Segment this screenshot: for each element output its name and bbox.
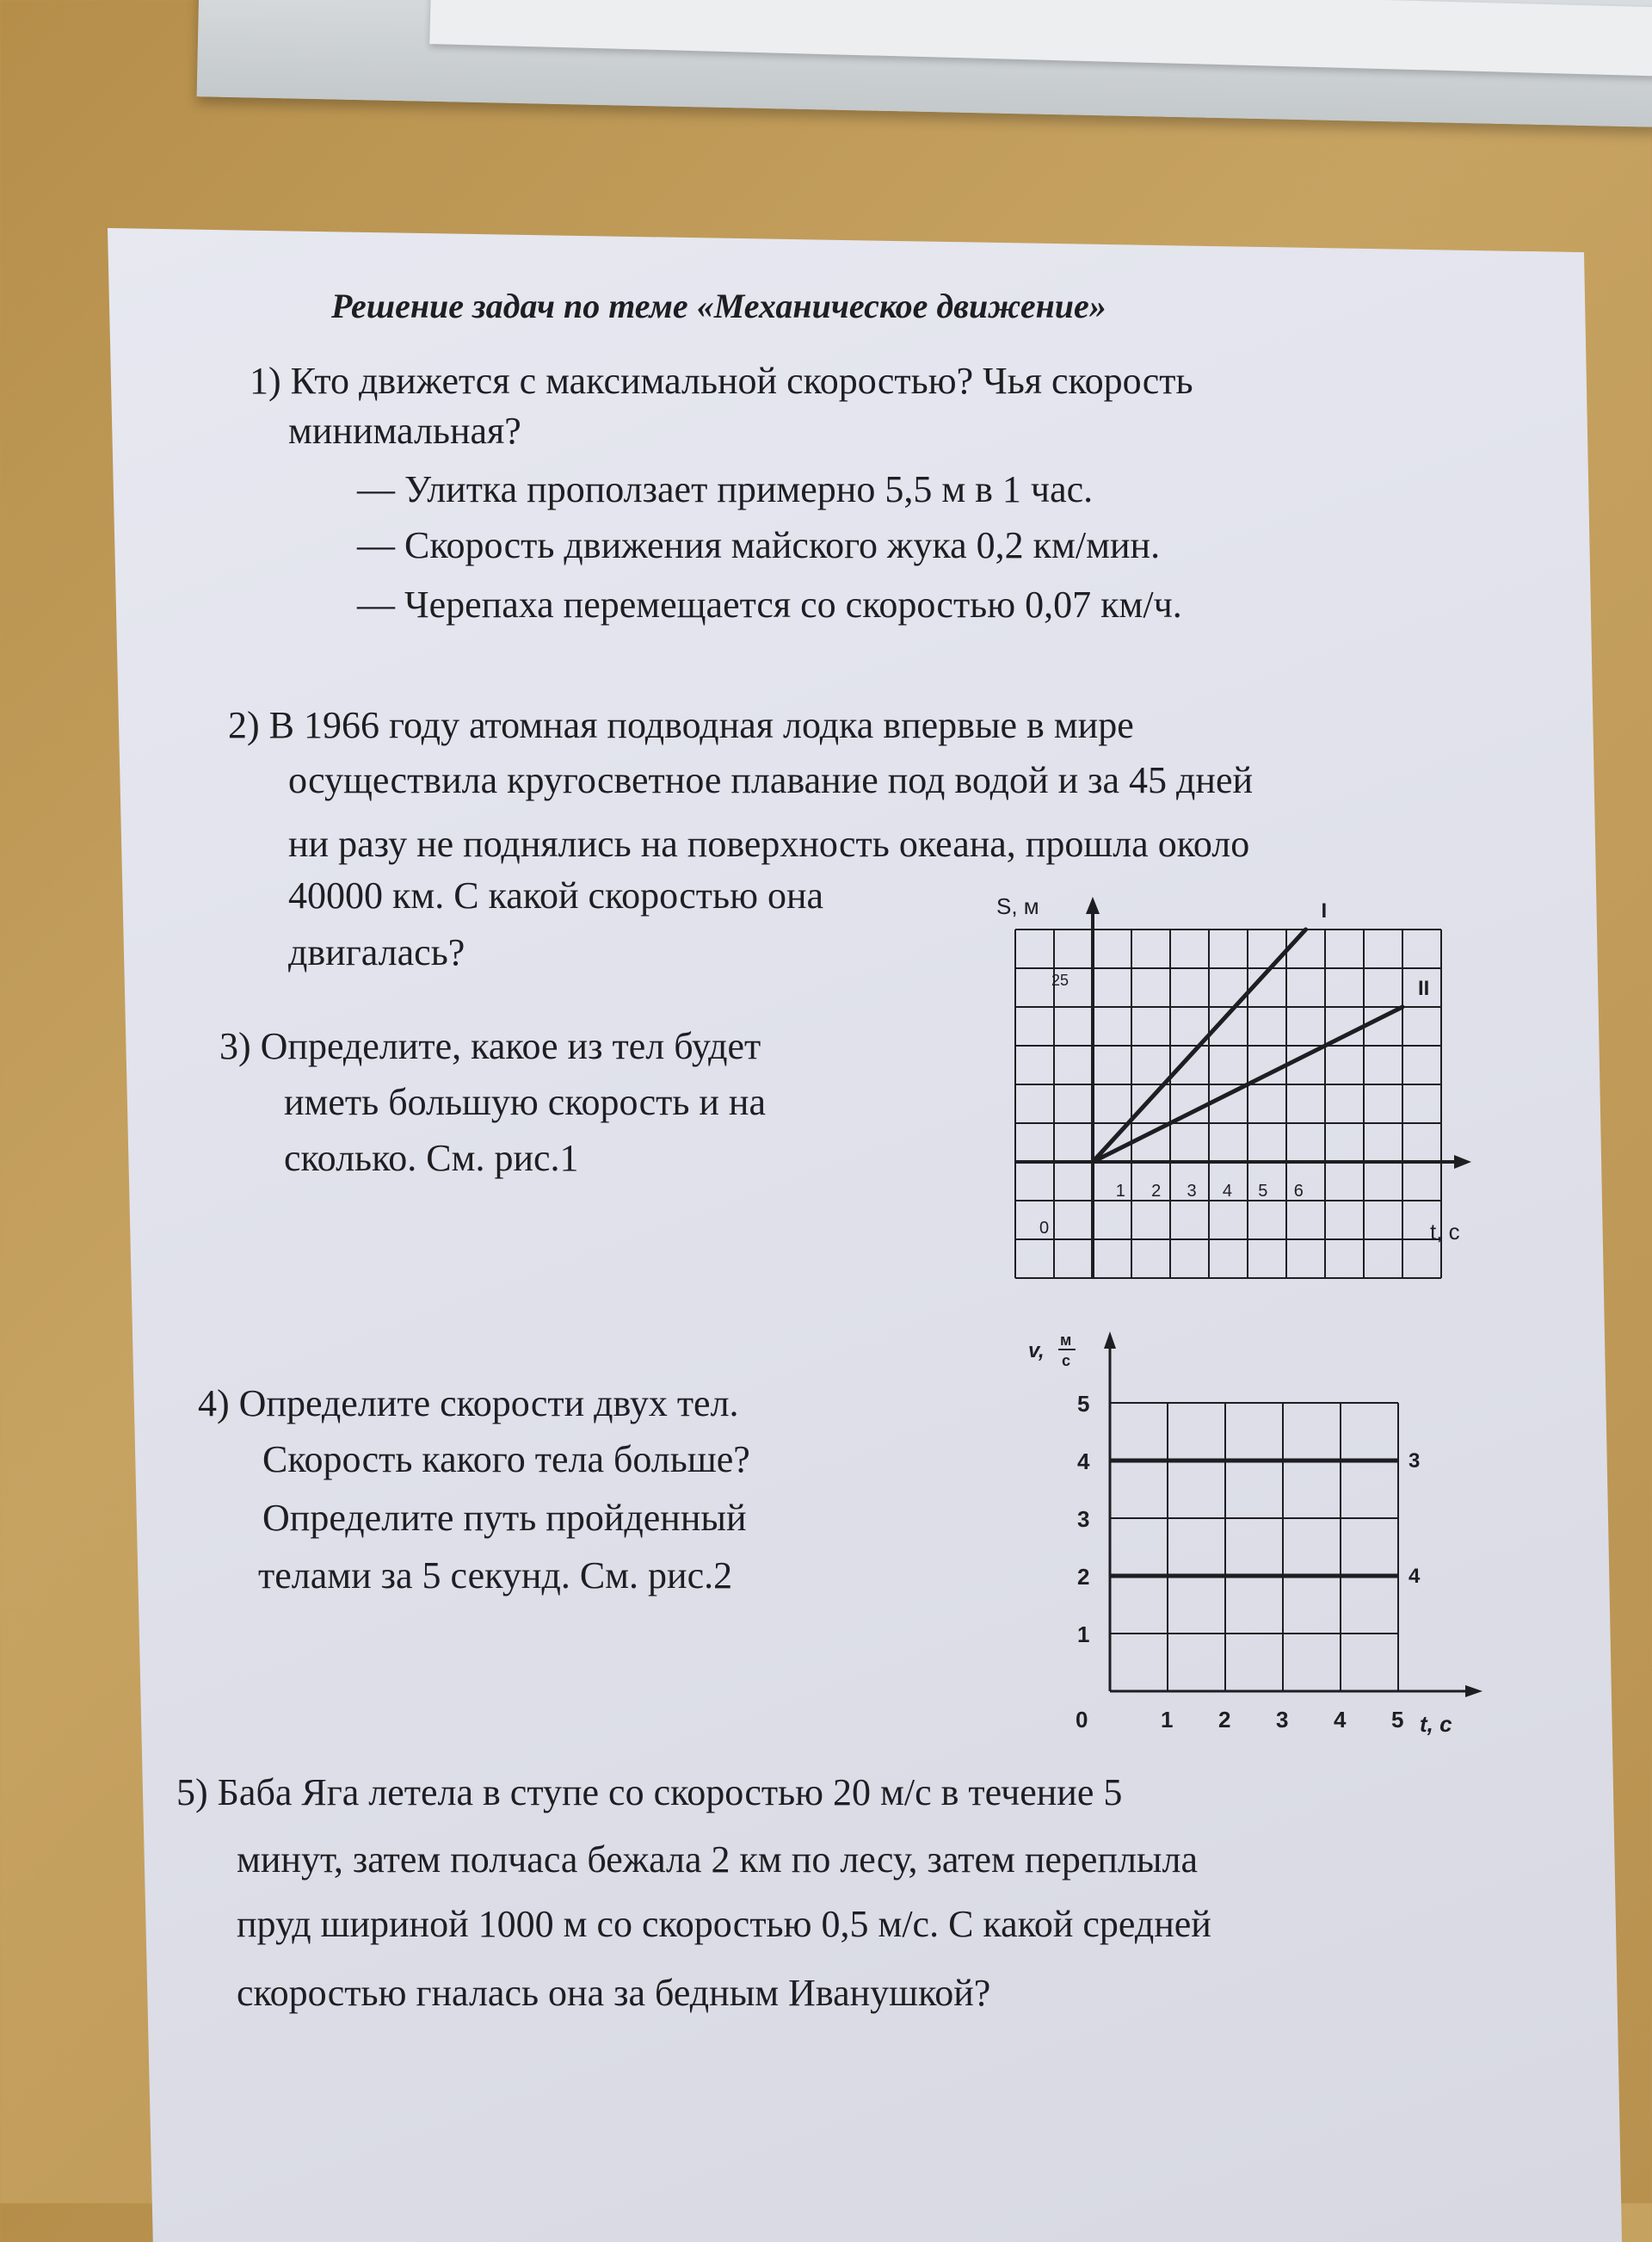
figure-1-x-tick-label: 1: [1115, 1182, 1125, 1201]
figure-1-x-tick-label: 6: [1293, 1182, 1304, 1201]
figure-2-y-tick-label: 5: [1077, 1391, 1090, 1417]
task-1-line: минимальная?: [288, 410, 521, 452]
task-2-line: двигалась?: [288, 931, 465, 973]
task-4-line: 4) Определите скорости двух тел.: [198, 1382, 739, 1424]
figure-2-axes: [1104, 1331, 1482, 1697]
figure-2-y-tick-label: 3: [1077, 1506, 1090, 1532]
figure-2-x-tick-label: 3: [1276, 1707, 1289, 1732]
figure-2-series-label-3: 3: [1409, 1449, 1421, 1473]
task-5-line: пруд шириной 1000 м со скоростью 0,5 м/с. С какой средней: [237, 1903, 1211, 1945]
figure-1-x-axis-label: t, с: [1430, 1219, 1460, 1245]
figure-1-y-axis-label: S, м: [996, 893, 1039, 919]
figure-1-x-tick-label: 4: [1222, 1182, 1233, 1201]
figure-2-y-axis-unit-num: м: [1060, 1331, 1072, 1349]
figure-2-y-tick-label: 1: [1077, 1621, 1090, 1647]
task-1-line: — Черепаха перемещается со скоростью 0,07 км/ч.: [357, 584, 1182, 626]
figure-2-y-axis-unit-den: с: [1062, 1352, 1071, 1369]
task-1-line: 1) Кто движется с максимальной скоростью? Чья скорость: [250, 360, 1193, 402]
figure-2-y-tick-label: 4: [1077, 1448, 1090, 1474]
task-1-line: — Скорость движения майского жука 0,2 км/мин.: [357, 524, 1161, 566]
figure-2-grid: [1110, 1403, 1398, 1691]
figure-1-y-arrow: [1086, 897, 1100, 914]
figure-1-series-label-I: I: [1321, 899, 1328, 923]
figure-2-y-tick-label: 2: [1077, 1564, 1090, 1590]
figure-2-velocity-time-chart: [1015, 1321, 1497, 1751]
figure-2-y-axis-label: v,: [1028, 1339, 1045, 1362]
task-2-line: 2) В 1966 году атомная подводная лодка впервые в мире: [228, 704, 1134, 746]
figure-1-x-tick-label: 2: [1151, 1182, 1162, 1201]
task-2-line: 40000 км. С какой скоростью она: [288, 874, 824, 917]
figure-2-origin-label: 0: [1076, 1707, 1088, 1732]
task-2-line: осуществила кругосветное плавание под водой и за 45 дней: [288, 759, 1254, 801]
task-4-line: телами за 5 секунд. См. рис.2: [258, 1554, 733, 1597]
task-5-line: минут, затем полчаса бежала 2 км по лесу, затем переплыла: [237, 1838, 1198, 1881]
task-5-line: скоростью гналась она за бедным Иванушкой?: [237, 1972, 991, 2014]
figure-1-y-tick-label: 25: [1051, 972, 1069, 989]
task-3-line: иметь большую скорость и на: [284, 1081, 767, 1123]
figure-1-grid: [1015, 930, 1441, 1278]
figure-2-x-arrow: [1465, 1685, 1482, 1697]
task-3-line: 3) Определите, какое из тел будет: [219, 1025, 761, 1067]
task-5-line: 5) Баба Яга летела в ступе со скоростью 20 м/с в течение 5: [176, 1771, 1123, 1813]
figure-2-x-tick-label: 4: [1334, 1707, 1347, 1732]
figure-1-x-arrow: [1454, 1155, 1471, 1169]
figure-2-y-arrow: [1104, 1331, 1116, 1349]
figure-2-x-tick-label: 1: [1161, 1707, 1174, 1732]
task-4-line: Скорость какого тела больше?: [262, 1438, 750, 1480]
figure-2-x-axis-label: t, с: [1420, 1711, 1452, 1737]
figure-2-x-tick-label: 2: [1218, 1707, 1231, 1732]
figure-1-origin-label: 0: [1039, 1219, 1050, 1238]
figure-1-x-tick-label: 3: [1187, 1182, 1197, 1201]
task-2-line: ни разу не поднялись на поверхность океана, прошла около: [288, 823, 1250, 865]
figure-1-distance-time-chart: [989, 886, 1489, 1317]
figure-1-tick-labels: [1051, 972, 1304, 1201]
figure-2-series-label-4: 4: [1409, 1565, 1421, 1588]
figure-1-x-tick-label: 5: [1258, 1182, 1268, 1201]
figure-2-x-tick-label: 5: [1391, 1707, 1404, 1732]
figure-2-tick-labels: [1077, 1391, 1403, 1732]
worksheet-title: Решение задач по теме «Механическое движение»: [331, 287, 1106, 325]
figure-1-series-label-II: II: [1418, 977, 1430, 1000]
task-3-line: сколько. См. рис.1: [284, 1137, 579, 1179]
task-4-line: Определите путь пройденный: [262, 1497, 747, 1539]
task-1-line: — Улитка проползает примерно 5,5 м в 1 час.: [357, 468, 1094, 510]
